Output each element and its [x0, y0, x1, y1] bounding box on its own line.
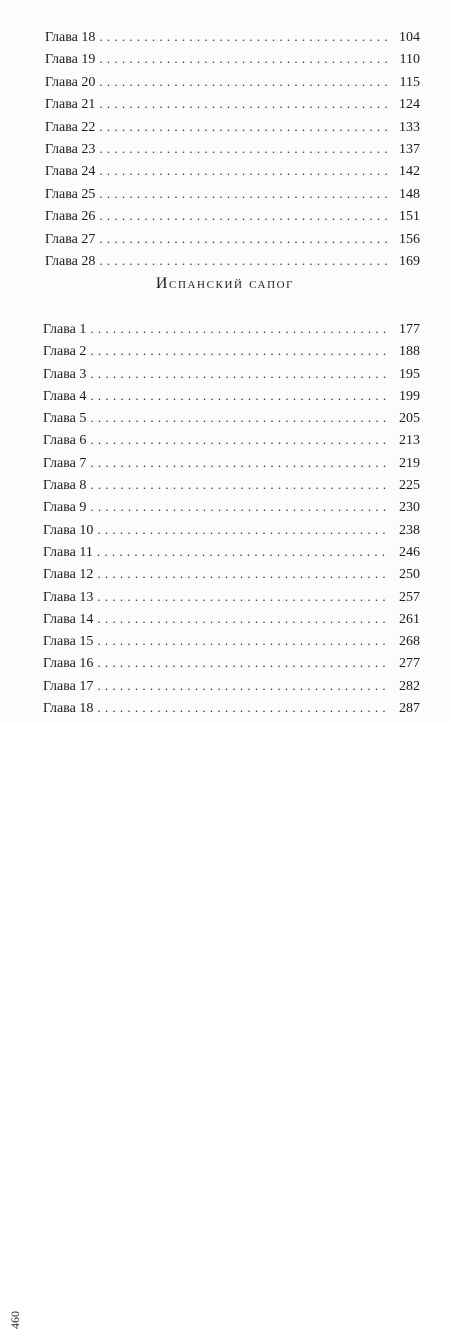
toc-entry: [43, 586, 420, 608]
toc-entry: [45, 71, 420, 93]
toc-entry-page-number: 268: [399, 634, 420, 650]
toc-entry-label: Глава 16: [43, 656, 94, 672]
toc-dot-leader: [99, 116, 390, 138]
toc-entry: [43, 563, 420, 585]
toc-entry-label: Глава 5: [43, 411, 87, 427]
toc-entry-label: Глава 2: [43, 344, 87, 360]
toc-dot-leader: [97, 586, 390, 608]
toc-entry: [45, 250, 420, 272]
toc-entry-page-number: 137: [399, 141, 420, 157]
toc-entry: [43, 474, 420, 496]
toc-dot-leader: [97, 519, 390, 541]
toc-entry: [45, 116, 420, 138]
toc-entry-page-number: 188: [399, 344, 420, 360]
toc-dot-leader: [97, 675, 390, 697]
toc-dot-leader: [97, 697, 390, 719]
toc-entry: [43, 519, 420, 541]
toc-entry-label: Глава 15: [43, 634, 94, 650]
toc-entry-label: Глава 26: [45, 209, 96, 225]
toc-entry: [43, 630, 420, 652]
toc-entry-label: Глава 9: [43, 500, 87, 516]
toc-entry-label: Глава 10: [43, 522, 94, 538]
toc-entry: [43, 652, 420, 674]
toc-entry: [43, 496, 420, 518]
toc-entry-page-number: 156: [399, 231, 420, 247]
toc-entry-page-number: 261: [399, 611, 420, 627]
toc-entry-page-number: 110: [399, 52, 420, 68]
toc-entry-page-number: 225: [399, 478, 420, 494]
toc-entry: [45, 183, 420, 205]
toc-entry-label: Глава 13: [43, 589, 94, 605]
toc-entry-label: Глава 14: [43, 611, 94, 627]
toc-entry-page-number: 142: [399, 164, 420, 180]
toc-dot-leader: [99, 26, 390, 48]
toc-entry-label: Глава 20: [45, 74, 96, 90]
toc-entry: [43, 363, 420, 385]
toc-dot-leader: [97, 608, 390, 630]
toc-dot-leader: [90, 496, 390, 518]
toc-entry-page-number: 277: [399, 656, 420, 672]
toc-entry-page-number: 151: [399, 209, 420, 225]
toc-entry-label: Глава 18: [43, 701, 94, 717]
toc-entry-label: Глава 19: [45, 52, 96, 68]
toc-entry-page-number: 213: [399, 433, 420, 449]
toc-entry-page-number: 177: [399, 322, 420, 337]
toc-entry: [43, 541, 420, 563]
toc-dot-leader: [97, 630, 390, 652]
section-title: Испанский сапог: [155, 275, 295, 292]
toc-entry: [43, 385, 420, 407]
toc-dot-leader: [99, 93, 390, 115]
toc-entry-label: Глава 7: [43, 455, 87, 471]
toc-entry-label: Глава 17: [43, 678, 94, 694]
toc-entry-page-number: 104: [399, 30, 420, 45]
toc-entry-page-number: 133: [399, 119, 420, 135]
toc-dot-leader: [99, 205, 390, 227]
toc-entry: [45, 160, 420, 182]
toc-entry-page-number: 257: [399, 589, 420, 605]
toc-entry-label: Глава 11: [43, 544, 93, 560]
toc-entry: [43, 407, 420, 429]
toc-entry-page-number: 246: [399, 544, 420, 560]
toc-entry-page-number: 205: [399, 411, 420, 427]
toc-dot-leader: [90, 407, 390, 429]
toc-entry-label: Глава 8: [43, 478, 87, 494]
toc-entry-label: Глава 18: [45, 30, 96, 45]
toc-dot-leader: [99, 183, 390, 205]
toc-entry: [45, 26, 420, 48]
toc-dot-leader: [90, 429, 390, 451]
toc-entry: [45, 228, 420, 250]
toc-entry-label: Глава 3: [43, 366, 87, 382]
toc-entry: [43, 452, 420, 474]
toc-dot-leader: [90, 363, 390, 385]
toc-dot-leader: [99, 228, 390, 250]
toc-list-bottom: [43, 318, 420, 719]
toc-entry-page-number: 148: [399, 186, 420, 202]
toc-entry-label: Глава 28: [45, 253, 96, 269]
toc-list-top: [45, 26, 420, 272]
toc-entry: [45, 48, 420, 70]
toc-entry: [45, 205, 420, 227]
toc-entry: [43, 675, 420, 697]
toc-entry-page-number: 250: [399, 567, 420, 583]
toc-dot-leader: [99, 48, 390, 70]
toc-dot-leader: [97, 652, 390, 674]
toc-entry-label: Глава 22: [45, 119, 96, 135]
toc-entry: [43, 608, 420, 630]
toc-dot-leader: [90, 474, 390, 496]
toc-dot-leader: [90, 452, 390, 474]
toc-entry: [43, 340, 420, 362]
toc-dot-leader: [97, 563, 390, 585]
toc-dot-leader: [99, 250, 390, 272]
toc-entry: [43, 429, 420, 451]
toc-entry-page-number: 169: [399, 253, 420, 269]
toc-entry: [43, 318, 420, 340]
toc-entry-label: Глава 23: [45, 141, 96, 157]
toc-entry-page-number: 287: [399, 701, 420, 717]
toc-entry-label: Глава 27: [45, 231, 96, 247]
toc-entry: [45, 93, 420, 115]
toc-entry-label: Глава 21: [45, 97, 96, 113]
toc-dot-leader: [90, 385, 390, 407]
toc-entry-label: Глава 12: [43, 567, 94, 583]
toc-dot-leader: [90, 318, 390, 340]
page-number-container: [2, 678, 22, 1329]
toc-entry-page-number: 238: [399, 522, 420, 538]
toc-entry-page-number: 195: [399, 366, 420, 382]
toc-dot-leader: [97, 541, 390, 563]
toc-dot-leader: [99, 160, 390, 182]
toc-entry-page-number: 199: [399, 388, 420, 404]
toc-entry: [43, 697, 420, 719]
toc-dot-leader: [99, 138, 390, 160]
page-number: 460: [8, 1311, 22, 1329]
toc-entry-label: Глава 4: [43, 388, 87, 404]
toc-entry-page-number: 124: [399, 97, 420, 113]
toc-entry-label: Глава 25: [45, 186, 96, 202]
toc-entry-label: Глава 6: [43, 433, 87, 449]
toc-dot-leader: [99, 71, 390, 93]
toc-entry-page-number: 230: [399, 500, 420, 516]
toc-entry: [45, 138, 420, 160]
toc-entry-label: Глава 1: [43, 322, 87, 337]
toc-entry-page-number: 219: [399, 455, 420, 471]
toc-entry-label: Глава 24: [45, 164, 96, 180]
toc-entry-page-number: 115: [399, 74, 420, 90]
toc-dot-leader: [90, 340, 390, 362]
toc-entry-page-number: 282: [399, 678, 420, 694]
